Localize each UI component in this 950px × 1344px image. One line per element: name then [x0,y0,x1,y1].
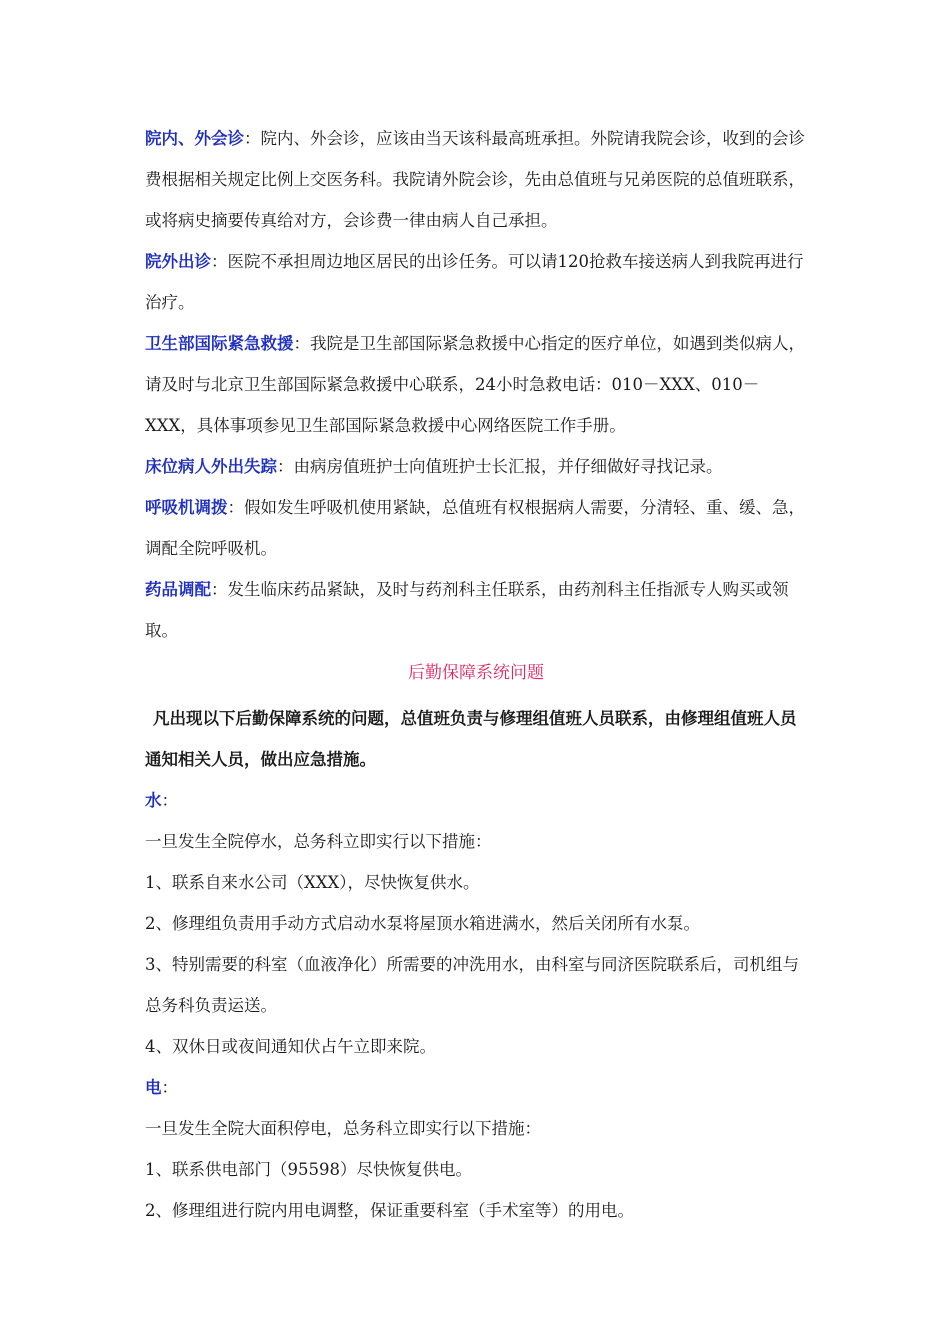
document-page [145,118,807,1231]
section-text: 由病房值班护士向值班护士长汇报，并仔细做好寻找记录。 [293,457,723,476]
section-term: 床位病人外出失踪 [145,457,277,476]
section-emergency-rescue [145,323,807,446]
section-sep: ： [211,252,228,271]
water-label: 水 [145,791,162,810]
section-sep: ： [293,334,310,353]
section-term: 院内、外会诊 [145,129,244,148]
section-ventilator [145,487,807,569]
section-term: 呼吸机调拨 [145,498,228,517]
section-sep: ： [211,580,228,599]
water-sep: ： [161,791,178,810]
water-label-line [145,780,807,821]
section-text: 发生临床药品紧缺，及时与药剂科主任联系，由药剂科主任指派专人购买或领取。 [145,580,789,640]
power-line: 2、修理组进行院内用电调整，保证重要科室（手术室等）的用电。 [145,1201,634,1220]
section-term: 卫生部国际紧急救援 [145,334,294,353]
section-term: 院外出诊 [145,252,211,271]
section-sep: ： [227,498,244,517]
water-line: 2、修理组负责用手动方式启动水泵将屋顶水箱进满水，然后关闭所有水泵。 [145,914,700,933]
section-text: 我院是卫生部国际紧急救援中心指定的医疗单位，如遇到类似病人，请及时与北京卫生部国际紧急救援中心联系，24小时急救电话：010－XXX、010－XXX，具体事项参见卫生部国际紧急救援中心网络医院工作手册。 [145,334,805,435]
section-consultation [145,118,807,241]
section-text: 医院不承担周边地区居民的出诊任务。可以请120抢救车接送病人到我院再进行治疗。 [145,252,804,312]
section-sep: ： [244,129,261,148]
power-label-line [145,1067,807,1108]
water-line: 3、特别需要的科室（血液净化）所需要的冲洗用水，由科室与同济医院联系后，司机组与总务科负责运送。 [145,955,799,1015]
power-line: 一旦发生全院大面积停电，总务科立即实行以下措施： [145,1119,541,1138]
section-sep: ： [277,457,294,476]
water-line: 一旦发生全院停水，总务科立即实行以下措施： [145,832,492,851]
logistics-intro: 凡出现以下后勤保障系统的问题，总值班负责与修理组值班人员联系，由修理组值班人员通知相关人员，做出应急措施。 [145,709,797,769]
power-label: 电 [145,1078,162,1097]
section-term: 药品调配 [145,580,211,599]
water-line: 4、双休日或夜间通知伏占午立即来院。 [145,1037,436,1056]
section-missing-patient [145,446,807,487]
logistics-heading: 后勤保障系统问题 [408,663,544,683]
section-text: 院内、外会诊，应该由当天该科最高班承担。外院请我院会诊，收到的会诊费根据相关规定比例上交医务科。我院请外院会诊，先由总值班与兄弟医院的总值班联系，或将病史摘要传真给对方，会诊费一律由病人自己承担。 [145,129,805,230]
section-medicine [145,569,807,651]
section-outcall [145,241,807,323]
water-line: 1、联系自来水公司（XXX），尽快恢复供水。 [145,873,480,892]
power-line: 1、联系供电部门（95598）尽快恢复供电。 [145,1160,472,1179]
section-text: 假如发生呼吸机使用紧缺，总值班有权根据病人需要，分清轻、重、缓、急，调配全院呼吸机。 [145,498,805,558]
power-sep: ： [161,1078,178,1097]
